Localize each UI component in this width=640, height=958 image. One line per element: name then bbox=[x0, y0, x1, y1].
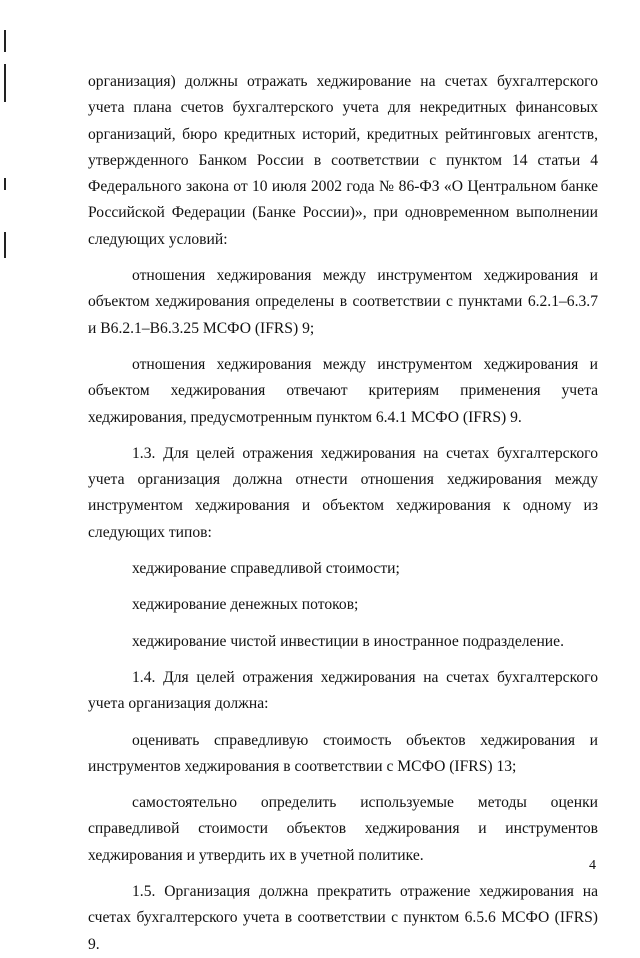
list-item-cash-flow-hedge: хеджирование денежных потоков; bbox=[132, 596, 359, 614]
document-body bbox=[88, 69, 598, 958]
paragraph-intro-continuation: организация) должны отражать хеджирование на счетах бухгалтерского учета плана счетов бухгалтерского учета для некредитных финансовых организаций, бюро кредитных историй, кредитных рейтинговых агентств, утвержденного Банком России в соответствии с пунктом 14 статьи 4 Федерального закона от 10 июля 2002 года № 86-ФЗ «О Центральном банке Российской Федерации (Банке России)», при одновременном выполнении следующих условий: bbox=[88, 73, 598, 248]
scan-edge-mark bbox=[4, 232, 6, 258]
paragraph-1-3: 1.3. Для целей отражения хеджирования на счетах бухгалтерского учета организация должна отнести отношения хеджирования между инструментом хеджирования и объектом хеджирования к одному из следующих типов: bbox=[88, 444, 598, 541]
scan-edge-mark bbox=[4, 30, 6, 52]
paragraph-condition-2: отношения хеджирования между инструментом хеджирования и объектом хеджирования отвечают критериям применения учета хеджирования, предусмотренным пунктом 6.4.1 МСФО (IFRS) 9. bbox=[88, 355, 598, 426]
scan-edge-mark bbox=[4, 178, 6, 190]
list-item-net-investment-hedge: хеджирование чистой инвестиции в иностранное подразделение. bbox=[132, 632, 564, 650]
scan-edge-mark bbox=[4, 64, 6, 102]
paragraph-condition-1: отношения хеджирования между инструментом хеджирования и объектом хеджирования определены в соответствии с пунктами 6.2.1–6.3.7 и В6.2.1–В6.3.25 МСФО (IFRS) 9; bbox=[88, 267, 598, 337]
paragraph-1-5: 1.5. Организация должна прекратить отражение хеджирования на счетах бухгалтерского учета в соответствии с пунктом 6.5.6 МСФО (IFRS) 9. bbox=[88, 883, 598, 953]
list-item-fair-value-hedge: хеджирование справедливой стоимости; bbox=[132, 560, 400, 578]
paragraph-measure-fair-value: оценивать справедливую стоимость объектов хеджирования и инструментов хеджирования в соответствии с МСФО (IFRS) 13; bbox=[88, 731, 598, 775]
paragraph-1-4: 1.4. Для целей отражения хеджирования на счетах бухгалтерского учета организация должна: bbox=[88, 668, 598, 713]
page-number: 4 bbox=[589, 858, 596, 873]
paragraph-valuation-methods: самостоятельно определить используемые методы оценки справедливой стоимости объектов хеджирования и инструментов хеджирования и утвердить их в учетной политике. bbox=[88, 794, 598, 864]
